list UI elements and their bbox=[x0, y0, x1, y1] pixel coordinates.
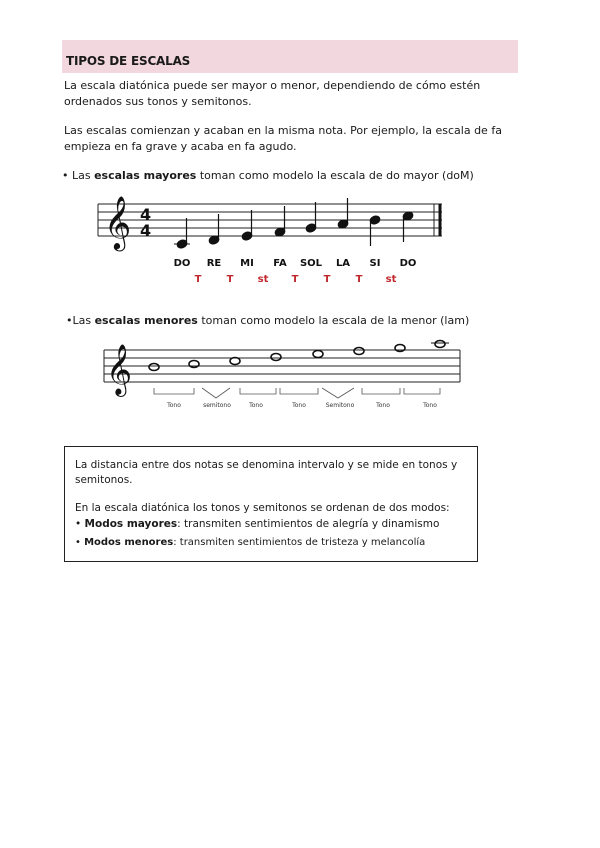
page-title: TIPOS DE ESCALAS bbox=[66, 54, 191, 68]
note-name: FA bbox=[273, 258, 287, 269]
interval-label: Tono bbox=[292, 402, 306, 409]
interval-label: Tono bbox=[249, 402, 263, 409]
minor-scale-staff bbox=[100, 336, 466, 414]
note-names bbox=[174, 258, 417, 269]
bullet: • bbox=[75, 518, 85, 530]
item-rest: : transmiten sentimientos de alegría y dinamismo bbox=[177, 518, 440, 530]
minor-bold: escalas menores bbox=[94, 314, 198, 327]
interval-label: T bbox=[355, 274, 363, 285]
box-line-3: En la escala diatónica los tonos y semitonos se ordenan de dos modos: bbox=[75, 502, 450, 514]
intro-line-1: La escala diatónica puede ser mayor o menor, dependiendo de cómo estén bbox=[64, 79, 481, 92]
note-name: SOL bbox=[299, 258, 323, 269]
intro-line-2: ordenados sus tonos y semitonos. bbox=[64, 95, 252, 108]
note-name: DO bbox=[399, 258, 417, 269]
bullet: • bbox=[75, 537, 85, 548]
interval-brackets bbox=[154, 388, 440, 398]
interval-label: Tono bbox=[376, 402, 390, 409]
minor-suffix: toman como modelo la escala de la menor (lam) bbox=[197, 314, 470, 327]
time-signature-bottom: 4 bbox=[140, 221, 152, 240]
second-line-1: Las escalas comienzan y acaban en la misma nota. Por ejemplo, la escala de fa bbox=[64, 124, 502, 137]
interval-label: st bbox=[257, 274, 269, 285]
intro-paragraph bbox=[64, 78, 504, 110]
second-line-2: empieza en fa grave y acaba en fa agudo. bbox=[64, 140, 297, 153]
note-name: LA bbox=[335, 258, 351, 269]
item-bold: Modos mayores bbox=[84, 518, 178, 530]
interval-label: T bbox=[226, 274, 234, 285]
box-item-major bbox=[75, 517, 475, 532]
staff-lines bbox=[104, 350, 460, 382]
note-name: DO bbox=[173, 258, 191, 269]
minor-bullet bbox=[66, 314, 469, 327]
item-rest: : transmiten sentimientos de tristeza y melancolía bbox=[173, 537, 426, 548]
interval-label: Tono bbox=[423, 402, 437, 409]
interval-label: T bbox=[194, 274, 202, 285]
interval-label: semitono bbox=[203, 402, 231, 409]
major-scale-staff bbox=[90, 192, 450, 290]
minor-prefix: •Las bbox=[66, 314, 95, 327]
major-bullet bbox=[62, 169, 474, 182]
box-item-minor bbox=[75, 535, 475, 550]
major-notes bbox=[174, 198, 414, 249]
treble-clef-icon: 𝄞 bbox=[104, 195, 132, 249]
major-intervals bbox=[195, 274, 397, 285]
major-suffix: toman como modelo la escala de do mayor (doM) bbox=[196, 169, 474, 182]
interval-label: Semitono bbox=[325, 402, 355, 409]
second-paragraph bbox=[64, 123, 504, 155]
note-name: MI bbox=[240, 258, 254, 269]
treble-clef-icon: 𝄞 bbox=[106, 344, 133, 395]
box-line-2: semitonos. bbox=[75, 474, 133, 486]
major-bold: escalas mayores bbox=[94, 169, 197, 182]
item-bold: Modos menores bbox=[84, 537, 174, 548]
interval-label: T bbox=[323, 274, 331, 285]
note-name: RE bbox=[206, 258, 222, 269]
info-box bbox=[64, 446, 478, 562]
interval-label: Tono bbox=[167, 402, 181, 409]
note-name: SI bbox=[369, 258, 381, 269]
time-signature-top: 4 bbox=[140, 205, 152, 224]
interval-label: st bbox=[385, 274, 397, 285]
interval-label: T bbox=[291, 274, 299, 285]
minor-intervals bbox=[166, 402, 437, 409]
major-prefix: • Las bbox=[62, 169, 95, 182]
box-line-1: La distancia entre dos notas se denomina intervalo y se mide en tonos y bbox=[75, 459, 458, 471]
